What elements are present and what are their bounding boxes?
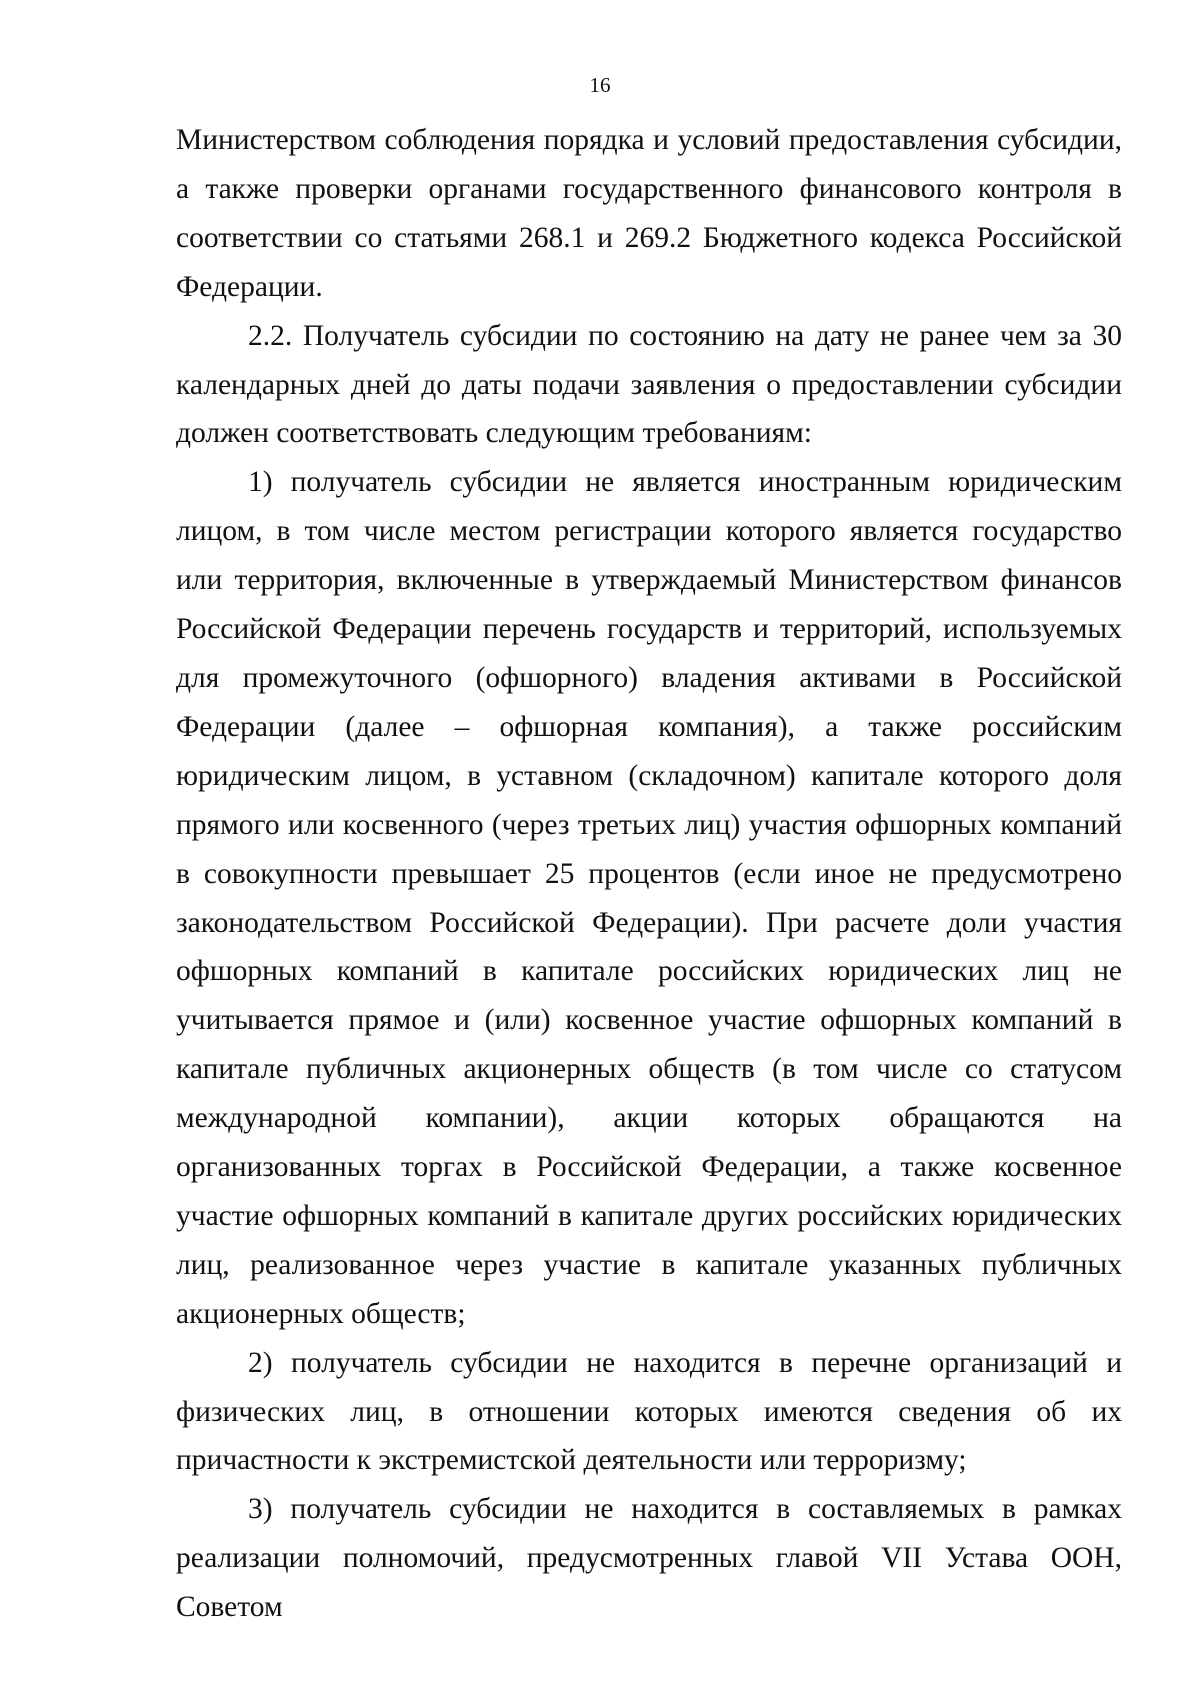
page-number: 16 [589,73,611,97]
paragraph-continuation: Министерством соблюдения порядка и условий предоставления субсидии, а также проверки органами государственного финансового контроля в соответствии со статьями 268.1 и 269.2 Бюджетного кодекса Российской Федерации. [176,124,1122,303]
paragraph-requirement-3: 3) получатель субсидии не находится в составляемых в рамках реализации полномочий, предусмотренных главой VII Устава ООН, Советом [176,1493,1122,1624]
document-body [176,116,1122,1632]
paragraph-section-2-2: 2.2. Получатель субсидии по состоянию на дату не ранее чем за 30 календарных дней до даты подачи заявления о предоставлении субсидии должен соответствовать следующим требованиям: [176,319,1122,450]
paragraph-requirement-2: 2) получатель субсидии не находится в перечне организаций и физических лиц, в отношении которых имеются сведения об их причастности к экстремистской деятельности или терроризму; [176,1346,1122,1477]
paragraph-requirement-1: 1) получатель субсидии не является иностранным юридическим лицом, в том числе местом регистрации которого является государство или территория, включенные в утверждаемый Министерством финансов Российской Федерации перечень государств и территорий, используемых для промежуточного (офшорного) владения активами в Российской Федерации (далее – офшорная компания), а также российским юридическим лицом, в уставном (складочном) капитале которого доля прямого или косвенного (через третьих лиц) участия офшорных компаний в совокупности превышает 25 процентов (если иное не предусмотрено законодательством Российской Федерации). При расчете доли участия офшорных компаний в капитале российских юридических лиц не учитывается прямое и (или) косвенное участие офшорных компаний в капитале публичных акционерных обществ (в том числе со статусом международной компании), акции которых обращаются на организованных торгах в Российской Федерации, а также косвенное участие офшорных компаний в капитале других российских юридических лиц, реализованное через участие в капитале указанных публичных акционерных обществ; [176,466,1122,1330]
